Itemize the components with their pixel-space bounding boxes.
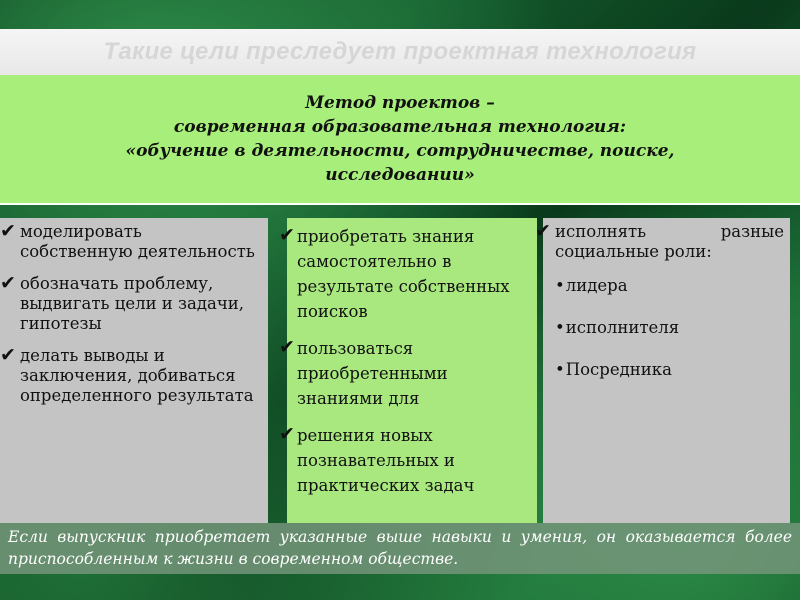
title-bar	[0, 29, 800, 75]
role-text: исполнителя	[565, 318, 680, 337]
goals-column-middle	[279, 218, 537, 523]
goal-text: делать выводы и заключения, добиваться определенного результата	[20, 346, 254, 405]
goal-item	[279, 423, 531, 498]
goal-item	[0, 272, 258, 334]
goal-item	[279, 224, 531, 324]
role-text: лидера	[565, 276, 628, 295]
bullet-icon: •	[555, 318, 565, 337]
role-item	[555, 360, 784, 380]
bullet-icon: •	[555, 360, 565, 379]
goal-text: моделировать собственную деятельность	[20, 222, 255, 261]
goal-text: обозначать проблему, выдвигать цели и задачи, гипотезы	[20, 274, 245, 333]
checkmark-icon: ✔	[279, 336, 295, 358]
goal-item	[0, 344, 258, 406]
method-line: исследовании»	[325, 165, 475, 185]
method-line: Метод проектов –	[305, 93, 495, 113]
conclusion-bar: Если выпускник приобретает указанные выше навыки и умения, он оказывается более приспособленным к жизни в современном обществе.	[0, 523, 800, 574]
goal-text: решения новых познавательных и практических задач	[297, 426, 475, 495]
role-text: Посредника	[565, 360, 672, 379]
role-item	[555, 318, 784, 338]
checkmark-icon: ✔	[0, 220, 16, 242]
goal-text: приобретать знания самостоятельно в результате собственных поисков	[297, 227, 510, 321]
goal-item	[279, 336, 531, 411]
checkmark-icon: ✔	[279, 423, 295, 445]
checkmark-icon: ✔	[279, 224, 295, 246]
goal-item	[0, 220, 258, 262]
method-line: современная образовательная технология:	[173, 117, 627, 137]
checkmark-icon: ✔	[535, 220, 551, 242]
method-line: «обучение в деятельности, сотрудничестве, поиске,	[125, 141, 675, 161]
goals-column-left	[0, 218, 268, 523]
slide-title: Такие цели преследует проектная технология	[103, 38, 697, 65]
checkmark-icon: ✔	[0, 344, 16, 366]
role-item	[555, 276, 784, 296]
checkmark-icon: ✔	[0, 272, 16, 294]
roles-intro-text: исполнять разные социальные роли:	[555, 222, 784, 261]
bullet-icon: •	[555, 276, 565, 295]
method-box	[0, 75, 800, 205]
goal-text: пользоваться приобретенными знаниями для	[297, 339, 448, 408]
roles-intro	[535, 220, 784, 262]
goals-column-right	[535, 218, 790, 523]
